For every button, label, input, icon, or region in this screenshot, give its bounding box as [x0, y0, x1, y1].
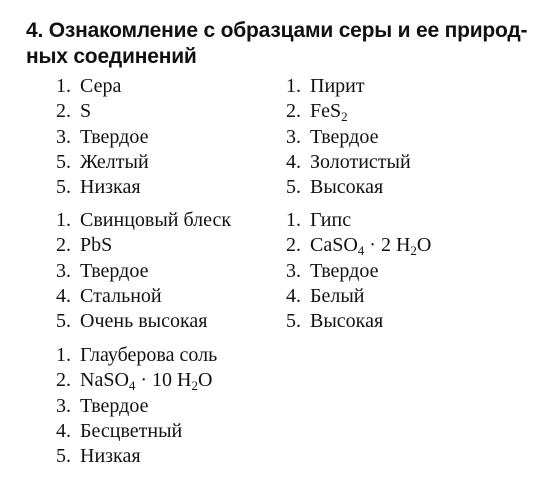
sample-formula-line — [286, 99, 348, 123]
formula-subscript: 4 — [357, 243, 365, 259]
item-number: 4. — [286, 150, 301, 173]
item-number: 4. — [286, 284, 301, 307]
item-number: 5. — [56, 176, 71, 199]
sample-state: Твердое — [80, 259, 149, 282]
formula-text: · 10 H — [135, 369, 192, 392]
formula-text: PbS — [80, 234, 113, 257]
sample-state: Твердое — [80, 394, 149, 417]
sample-name-line — [56, 208, 231, 232]
sample-color: Стальной — [80, 284, 162, 307]
sample-hardness-line — [286, 175, 383, 199]
item-number: 5. — [56, 445, 71, 468]
sample-state-line — [56, 125, 148, 149]
sample-name-line — [56, 343, 217, 367]
sample-name-line — [286, 208, 351, 232]
sample-name-line — [56, 74, 121, 98]
sample-hardness-line — [56, 309, 207, 333]
item-number: 1. — [56, 75, 71, 97]
sample-hardness: Очень высокая — [80, 310, 208, 333]
item-number: 2. — [56, 100, 71, 123]
item-number: 3. — [56, 394, 71, 417]
sample-hardness: Высокая — [310, 310, 384, 333]
item-number: 1. — [56, 209, 71, 231]
chemical-formula — [310, 100, 348, 125]
sample-state: Твердое — [310, 259, 379, 282]
sample-name: Пирит — [310, 75, 365, 97]
sample-color-line — [56, 419, 182, 443]
formula-text: S — [80, 100, 92, 123]
item-number: 1. — [56, 344, 71, 366]
chemical-formula — [80, 100, 91, 122]
sample-state-line — [286, 125, 378, 149]
sample-hardness-line — [56, 444, 141, 468]
sample-name-line — [286, 74, 365, 98]
sample-hardness: Низкая — [80, 176, 141, 199]
sample-state-line — [56, 394, 148, 418]
item-number: 2. — [56, 369, 71, 392]
sample-state: Твердое — [310, 125, 379, 148]
item-number: 1. — [286, 209, 301, 231]
formula-subscript: 2 — [341, 109, 348, 125]
formula-subscript: 4 — [128, 378, 136, 394]
sample-state-line — [56, 259, 148, 283]
chemical-formula — [80, 234, 112, 256]
item-number: 3. — [286, 259, 301, 282]
item-number: 2. — [286, 100, 301, 123]
sample-name: Сера — [80, 75, 122, 97]
section-title-line-2: ных соединений — [26, 45, 197, 68]
sample-hardness-line — [56, 175, 141, 199]
item-number: 3. — [286, 125, 301, 148]
sample-state: Твердое — [80, 125, 149, 148]
item-number: 1. — [286, 75, 301, 97]
sample-state-line — [286, 259, 378, 283]
formula-text: FeS — [310, 100, 342, 123]
sample-formula-line — [56, 99, 91, 123]
item-number: 3. — [56, 259, 71, 282]
item-number: 5. — [56, 310, 71, 333]
sample-formula-line — [56, 233, 112, 257]
formula-text: O — [198, 369, 213, 392]
sample-color-line — [286, 284, 364, 308]
sample-color: Бесцветный — [80, 419, 183, 442]
sample-color: Желтый — [80, 150, 149, 173]
section-title-line-1: 4. Ознакомление с образцами серы и ее природ- — [26, 19, 528, 42]
item-number: 3. — [56, 125, 71, 148]
sample-name: Гипс — [310, 209, 352, 231]
chemical-formula — [310, 234, 432, 259]
item-number: 5. — [286, 176, 301, 199]
item-number: 2. — [286, 234, 301, 257]
formula-text: NaSO — [80, 369, 129, 392]
sample-formula-line — [286, 233, 431, 257]
chemical-formula — [80, 369, 213, 394]
formula-text: O — [416, 234, 432, 257]
section-title — [26, 18, 526, 70]
sample-hardness-line — [286, 309, 383, 333]
formula-text: CaSO — [310, 234, 358, 257]
sample-color-line — [56, 284, 162, 308]
item-number: 5. — [56, 150, 71, 173]
sample-color: Золотистый — [310, 150, 411, 173]
item-number: 5. — [286, 310, 301, 333]
sample-name: Свинцовый блеск — [80, 209, 232, 231]
sample-color: Белый — [310, 284, 365, 307]
sample-formula-line — [56, 368, 212, 392]
item-number: 2. — [56, 234, 71, 257]
sample-name: Глауберова соль — [80, 344, 218, 366]
item-number: 4. — [56, 284, 71, 307]
formula-text: · 2 H — [364, 234, 411, 257]
sample-color-line — [286, 150, 411, 174]
sample-hardness: Низкая — [80, 445, 141, 468]
sample-hardness: Высокая — [310, 176, 384, 199]
formula-subscript: 2 — [191, 378, 198, 394]
item-number: 4. — [56, 419, 71, 442]
sample-color-line — [56, 150, 149, 174]
formula-subscript: 2 — [410, 243, 417, 259]
